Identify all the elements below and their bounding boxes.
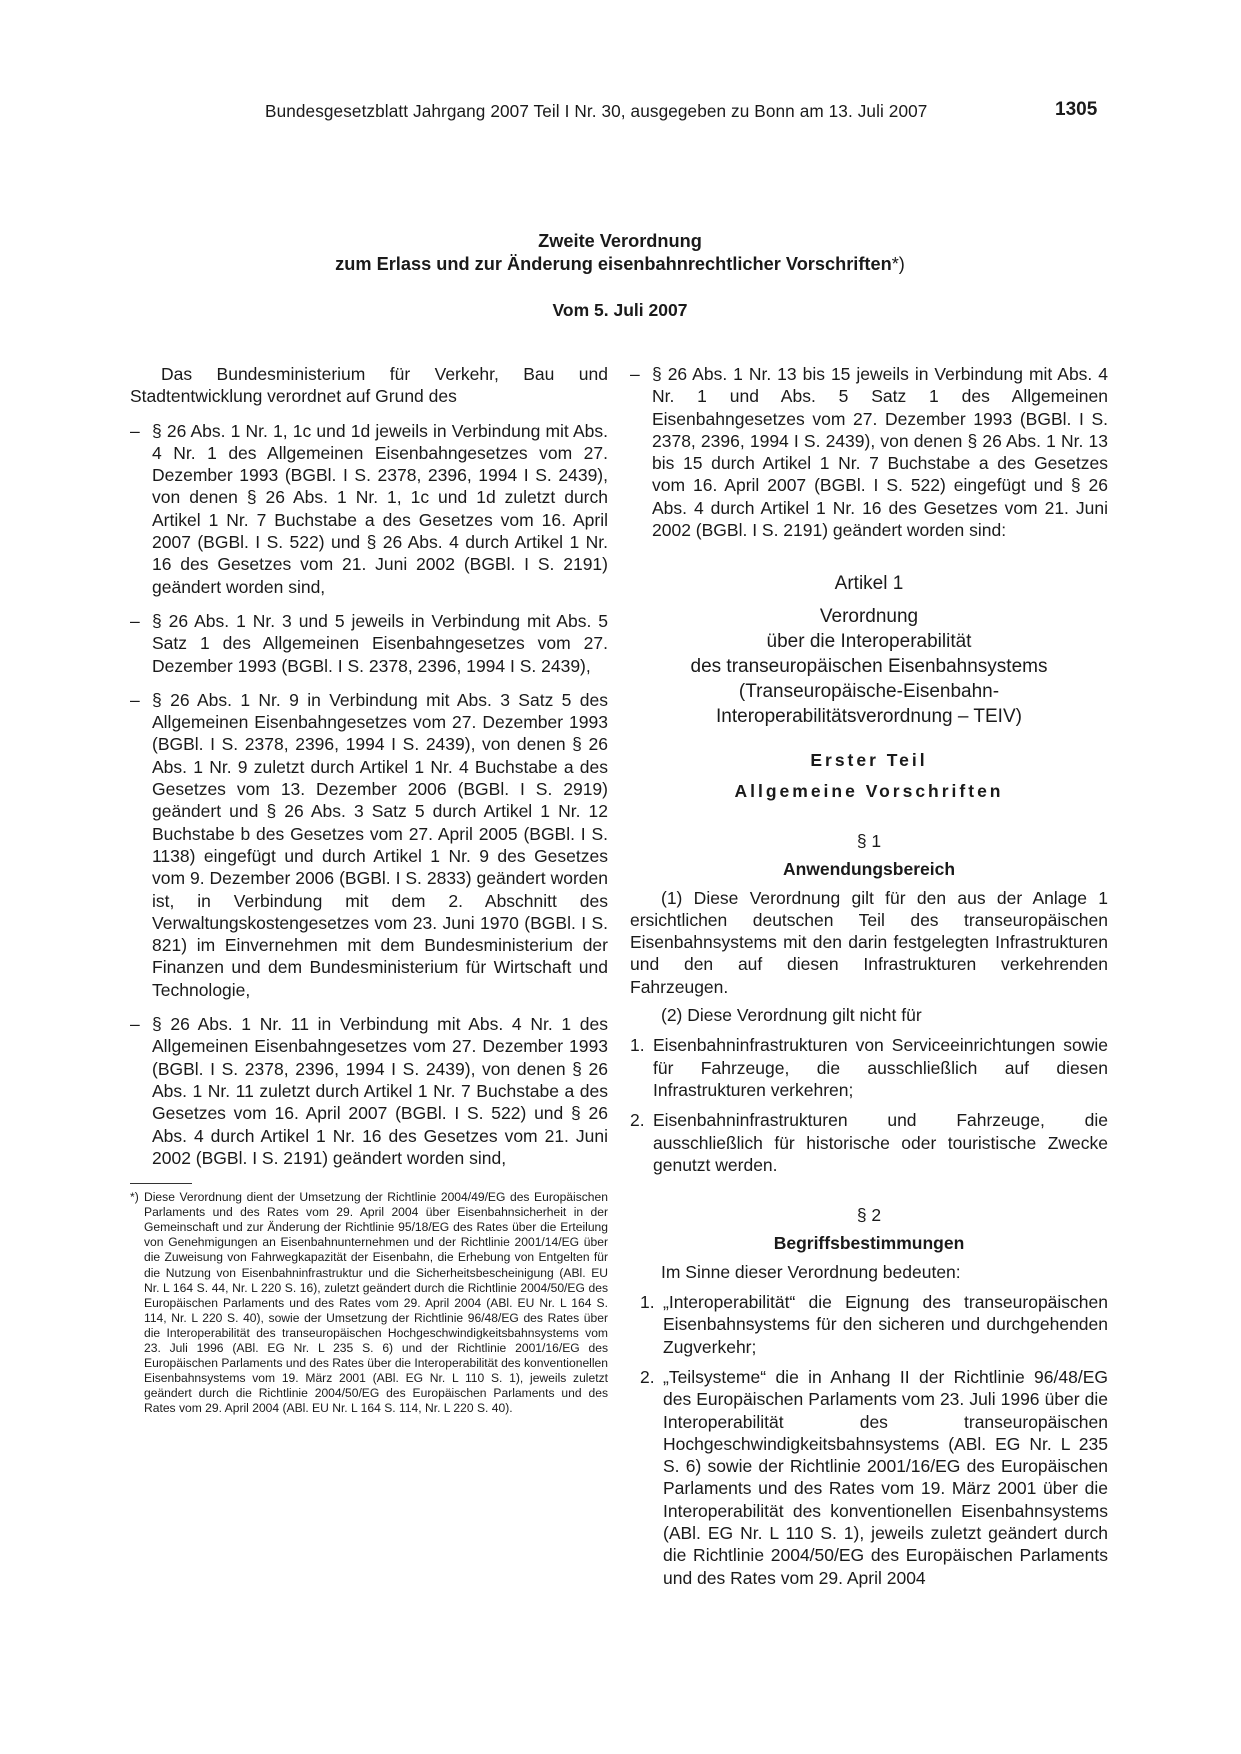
part-title: Allgemeine Vorschriften xyxy=(734,780,1004,801)
list-number: 2. xyxy=(630,1110,645,1131)
list-item-text: Eisenbahninfrastrukturen und Fahrzeuge, die ausschließlich für historische oder touristische Zwecke genutzt werden. xyxy=(653,1110,1108,1175)
footnote-reference: *) xyxy=(891,254,905,274)
dash-marker: – xyxy=(130,689,140,710)
page-number: 1305 xyxy=(1055,99,1098,120)
article-title-line: Verordnung xyxy=(819,606,919,628)
list-item-text: „Interoperabilität“ die Eignung des transeuropäischen Eisenbahnsystems für den sicheren und durchgehenden Zugverkehr; xyxy=(663,1292,1108,1357)
list-item xyxy=(630,1291,1108,1358)
definitions-list xyxy=(630,1291,1108,1589)
section-heading: Begriffsbestimmungen xyxy=(773,1233,965,1254)
dash-marker: – xyxy=(130,610,140,631)
footnote-text: Diese Verordnung dient der Umsetzung der Richtlinie 2004/49/EG des Europäischen Parlaments und des Rates vom 29. April 2004 über Eisenbahnsicherheit in der Gemeinschaft und zur Änderung der Richtlinie 95/18/EG des Rates über die Erteilung von Genehmigungen an Eisenbahnunternehmen und der Richtlinie 2001/14/EG über die Zuweisung von Fahrwegkapazität der Eisenbahn, die Erhebung von Entgelten für die Nutzung von Eisenbahninfrastruktur und die Sicherheitsbescheinigung (ABl. EU Nr. L 164 S. 44, Nr. L 220 S. 16), zuletzt geändert durch die Richtlinie 2004/50/EG des Europäischen Parlaments und des Rates vom 29. April 2004 (ABl. EU Nr. L 164 S. 114, Nr. L 220 S. 40), sowie der Umsetzung der Richtlinie 96/48/EG des Rates über die Interoperabilität des transeuropäischen Hochgeschwindigkeitsbahnsystems vom 23. Juli 1996 (ABl. EG Nr. L 235 S. 6) und der Richtlinie 2001/16/EG des Europäischen Parlaments und des Rates über die Interoperabilität des konventionellen Eisenbahnsystems vom 19. März 2001 (ABl. EG Nr. L 110 S. 1), jeweils zuletzt geändert durch die Richtlinie 2004/50/EG des Europäischen Parlaments und des Rates vom 29. April 2004 (ABl. EU Nr. L 164 S. 114, Nr. L 220 S. 40). xyxy=(144,1190,608,1416)
article-title xyxy=(630,604,1108,729)
title-line-2-text: zum Erlass und zur Änderung eisenbahnrechtlicher Vorschriften xyxy=(335,254,892,274)
numbered-list xyxy=(630,1034,1108,1176)
footnote-divider xyxy=(130,1183,192,1184)
list-item xyxy=(630,1366,1108,1589)
dash-marker: – xyxy=(130,420,140,441)
article-label: Artikel 1 xyxy=(834,573,904,595)
footnote xyxy=(130,1190,608,1416)
legal-basis-text: § 26 Abs. 1 Nr. 13 bis 15 jeweils in Verbindung mit Abs. 4 Nr. 1 und Abs. 5 Satz 1 des Allgemeinen Eisenbahngesetzes vom 27. Dezember 1993 (BGBl. I S. 2378, 2396, 1994 I S. 2439), von denen § 26 Abs. 1 Nr. 13 bis 15 durch Artikel 1 Nr. 7 Buchstabe a des Gesetzes vom 16. April 2007 (BGBl. I S. 522) eingefügt und § 26 Abs. 4 durch Artikel 1 Nr. 16 des Gesetzes vom 21. Juni 2002 (BGBl. I S. 2191) geändert worden sind: xyxy=(652,364,1108,541)
section-number: § 2 xyxy=(856,1205,882,1226)
article-title-line: (Transeuropäische-Eisenbahn- xyxy=(738,681,1000,703)
article-title-line: des transeuropäischen Eisenbahnsystems xyxy=(690,656,1048,678)
dash-marker: – xyxy=(630,364,640,384)
list-item xyxy=(630,1034,1108,1101)
legal-basis-item xyxy=(130,1013,608,1169)
list-number: 2. xyxy=(640,1366,655,1387)
section-number: § 1 xyxy=(856,830,882,851)
right-column xyxy=(630,363,1108,1589)
list-item xyxy=(630,1109,1108,1176)
legal-basis-text: § 26 Abs. 1 Nr. 11 in Verbindung mit Abs. 4 Nr. 1 des Allgemeinen Eisenbahngesetzes vom 27. Dezember 1993 (BGBl. I S. 2378, 2396, 1994 I S. 2439), von denen § 26 Abs. 1 Nr. 11 zuletzt durch Artikel 1 Nr. 7 Buchstabe a des Gesetzes vom 16. April 2007 (BGBl. I S. 522) und § 26 Abs. 4 durch Artikel 1 Nr. 16 des Gesetzes vom 21. Juni 2002 (BGBl. I S. 2191) geändert worden sind, xyxy=(152,1014,608,1168)
legal-basis-text: § 26 Abs. 1 Nr. 1, 1c und 1d jeweils in Verbindung mit Abs. 4 Nr. 1 des Allgemeinen Eisenbahngesetzes vom 27. Dezember 1993 (BGBl. I S. 2378, 2396, 1994 I S. 2439), von denen § 26 Abs. 1 Nr. 1, 1c und 1d zuletzt durch Artikel 1 Nr. 7 Buchstabe a des Gesetzes vom 16. April 2007 (BGBl. I S. 522) und § 26 Abs. 4 durch Artikel 1 Nr. 16 des Gesetzes vom 21. Juni 2002 (BGBl. I S. 2191) geändert worden sind, xyxy=(152,420,608,597)
legal-basis-text: § 26 Abs. 1 Nr. 3 und 5 jeweils in Verbindung mit Abs. 5 Satz 1 des Allgemeinen Eisenbahngesetzes vom 27. Dezember 1993 (BGBl. I S. 2378, 2396, 1994 I S. 2439), xyxy=(152,610,608,676)
legal-basis-text: § 26 Abs. 1 Nr. 9 in Verbindung mit Abs. 3 Satz 5 des Allgemeinen Eisenbahngesetzes vom 27. Dezember 1993 (BGBl. I S. 2378, 2396, 1994 I S. 2439), von denen § 26 Abs. 1 Nr. 9 zuletzt durch Artikel 1 Nr. 4 Buchstabe a des Gesetzes vom 13. Dezember 2006 (BGBl. I S. 2919) geändert und § 26 Abs. 3 Satz 5 durch Artikel 1 Nr. 12 Buchstabe b des Gesetzes vom 27. April 2005 (BGBl. I S. 1138) eingefügt und durch Artikel 1 Nr. 9 des Gesetzes vom 9. Dezember 2006 (BGBl. I S. 2833) geändert worden ist, in Verbindung mit dem 2. Abschnitt des Verwaltungskostengesetzes vom 23. Juni 1970 (BGBl. I S. 821) im Einvernehmen mit dem Bundesministerium der Finanzen und dem Bundesministerium für Wirtschaft und Technologie, xyxy=(152,689,608,1000)
section-intro: Im Sinne dieser Verordnung bedeuten: xyxy=(661,1261,961,1282)
section-paragraph: (2) Diese Verordnung gilt nicht für xyxy=(661,1005,922,1026)
title-line-2 xyxy=(130,253,1110,276)
list-number: 1. xyxy=(640,1292,655,1313)
list-item-text: Eisenbahninfrastrukturen von Serviceeinrichtungen sowie für Fahrzeuge, die ausschließlich auf diesen Infrastrukturen verkehren; xyxy=(653,1035,1108,1100)
legal-basis-item xyxy=(130,610,608,677)
section-paragraph: (1) Diese Verordnung gilt für den aus der Anlage 1 ersichtlichen deutschen Teil des transeuropäischen Eisenbahnsystems mit den darin festgelegten Infrastrukturen und den auf diesen Infrastrukturen verkehrenden Fahrzeugen. xyxy=(630,887,1108,997)
document-title xyxy=(130,230,1110,276)
footnote-mark: *) xyxy=(130,1190,139,1205)
list-item-text: „Teilsysteme“ die in Anhang II der Richtlinie 96/48/EG des Europäischen Parlaments vom 23. Juli 1996 über die Interoperabilität des transeuropäischen Hochgeschwindigkeitsbahnsystems (ABl. EG Nr. L 235 S. 6) sowie der Richtlinie 2001/16/EG des Europäischen Parlaments und des Rates vom 19. März 2001 über die Interoperabilität des konventionellen Eisenbahnsystems (ABl. EG Nr. L 110 S. 1), jeweils zuletzt geändert durch die Richtlinie 2004/50/EG des Europäischen Parlaments und des Rates vom 29. April 2004 xyxy=(663,1366,1108,1588)
section-heading: Anwendungsbereich xyxy=(782,859,956,880)
article-title-line: über die Interoperabilität xyxy=(766,631,972,653)
article-title-line: Interoperabilitätsverordnung – TEIV) xyxy=(716,706,1022,728)
running-header: Bundesgesetzblatt Jahrgang 2007 Teil I Nr. 30, ausgegeben zu Bonn am 13. Juli 2007 xyxy=(265,101,928,121)
document-date: Vom 5. Juli 2007 xyxy=(552,300,688,320)
part-label: Erster Teil xyxy=(810,750,928,771)
legal-basis-item xyxy=(630,363,1108,541)
title-line-1: Zweite Verordnung xyxy=(538,231,702,251)
left-column xyxy=(130,363,608,1417)
list-number: 1. xyxy=(630,1035,645,1056)
legal-basis-item xyxy=(130,420,608,598)
preamble-intro: Das Bundesministerium für Verkehr, Bau und Stadtentwicklung verordnet auf Grund des xyxy=(130,364,608,407)
dash-marker: – xyxy=(130,1014,140,1035)
legal-basis-item xyxy=(130,689,608,1001)
